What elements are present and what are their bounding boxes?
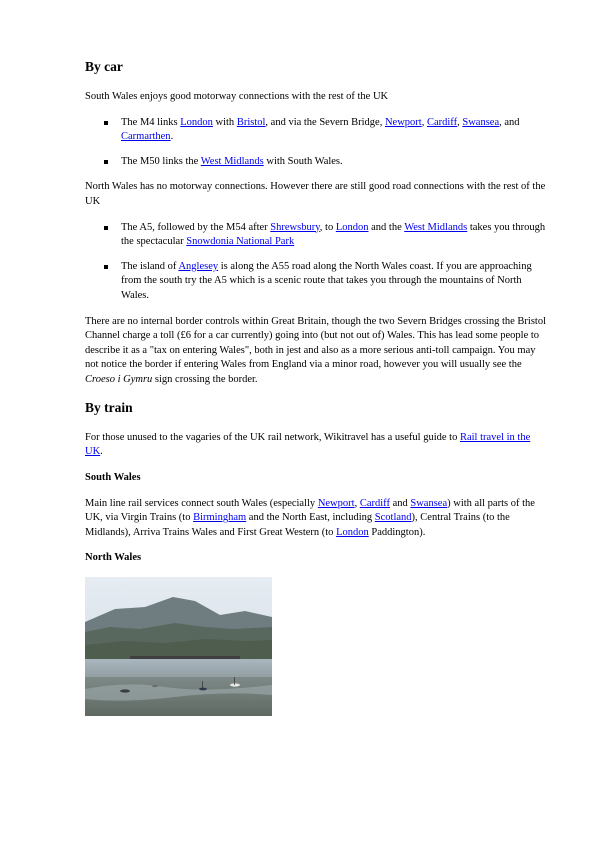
bullet-square-icon <box>104 265 108 269</box>
link-carmarthen[interactable]: Carmarthen <box>121 131 171 143</box>
link-cardiff[interactable]: Cardiff <box>426 116 458 128</box>
heading-by-train: By train <box>85 399 133 415</box>
south-wales-rail-paragraph <box>85 497 550 541</box>
paragraph-text: and <box>389 497 411 509</box>
list-text: , and <box>499 116 520 128</box>
heading-by-car: By car <box>85 59 123 74</box>
bullet-square-icon <box>104 160 108 164</box>
link-newport[interactable]: Newport <box>384 116 422 128</box>
link-west-midlands[interactable]: West Midlands <box>200 155 264 167</box>
list-text: and the <box>368 221 405 233</box>
paragraph-text: ), Central Trains (to the Midlands), Arriva Trains Wales and First Great Western (to <box>85 512 510 538</box>
list-text: with <box>212 116 237 128</box>
link-cardiff[interactable]: Cardiff <box>359 497 390 509</box>
north-wales-road-list <box>85 221 550 304</box>
list-text: The island of <box>121 260 179 272</box>
list-text: The M50 links the <box>121 155 201 167</box>
croeso-i-gymru-text: Croeso i Gymru <box>85 373 153 385</box>
list-text: , and via the Severn Bridge, <box>265 116 385 128</box>
south-wales-intro: South Wales enjoys good motorway connections with the rest of the UK <box>85 91 389 102</box>
link-shrewsbury[interactable]: Shrewsbury <box>270 221 320 233</box>
list-text: , <box>457 116 463 128</box>
link-west-midlands[interactable]: West Midlands <box>404 221 468 233</box>
list-item <box>85 260 550 304</box>
bullet-square-icon <box>104 226 108 230</box>
paragraph-text: ) with all parts of the UK, via Virgin Trains (to <box>85 497 535 524</box>
paragraph-text: . <box>100 446 103 458</box>
north-wales-intro: North Wales has no motorway connections. However there are still good road connections with the rest of the UK <box>85 181 546 207</box>
link-swansea[interactable]: Swansea <box>462 116 500 128</box>
paragraph-text: For those unused to the vagaries of the UK rail network, Wikitravel has a useful guide to <box>85 431 460 443</box>
list-text: takes you through the spectacular <box>121 221 546 248</box>
link-london[interactable]: London <box>180 116 213 128</box>
list-item <box>85 155 550 170</box>
link-birmingham[interactable]: Birmingham <box>193 512 247 524</box>
list-text: . <box>170 131 174 143</box>
link-london[interactable]: London <box>336 526 369 538</box>
paragraph-text: , <box>354 497 360 509</box>
list-item <box>85 116 550 145</box>
link-scotland[interactable]: Scotland <box>374 512 412 524</box>
list-item <box>85 221 550 250</box>
list-text: , to <box>319 221 336 233</box>
link-london[interactable]: London <box>335 221 369 233</box>
south-wales-road-list <box>85 116 550 170</box>
list-text: The A5, followed by the M54 after <box>121 221 271 233</box>
list-text: with South Wales. <box>263 155 343 167</box>
paragraph-text: and the North East, including <box>246 512 375 524</box>
document-page <box>85 50 550 716</box>
subheading-south-wales: South Wales <box>85 471 141 483</box>
border-paragraph <box>85 315 550 388</box>
link-swansea[interactable]: Swansea <box>410 497 448 509</box>
link-snowdonia-national-park[interactable]: Snowdonia National Park <box>186 236 295 248</box>
paragraph-text: Paddington). <box>368 526 426 538</box>
paragraph-text: sign crossing the border. <box>152 373 258 385</box>
link-newport[interactable]: Newport <box>317 497 355 509</box>
paragraph-text: There are no internal border controls within Great Britain, though the two Severn Bridges crossing the Bristol Channel charge a toll (£6 for a car currently) going into (but not out of) Wales. This has lead some people to describe it as a "tax on entering Wales", both in jest and also as a more serious anti-toll campaign. You may not notice the border if entering Wales from England via a minor road, however you will usually see the <box>85 315 547 371</box>
train-intro <box>85 431 550 460</box>
estuary-landscape-photo <box>85 577 272 716</box>
link-bristol[interactable]: Bristol <box>236 116 266 128</box>
link-anglesey[interactable]: Anglesey <box>178 260 219 272</box>
list-text: , <box>421 116 427 128</box>
link-rail-travel-uk[interactable]: Rail travel in the UK <box>85 431 531 458</box>
bullet-square-icon <box>104 121 108 125</box>
subheading-north-wales: North Wales <box>85 552 142 564</box>
list-text: is along the A55 road along the North Wales coast. If you are approaching from the south try the A5 which is a scenic route that takes you through the mountains of North Wales. <box>121 260 532 301</box>
paragraph-text: Main line rail services connect south Wales (especially <box>85 497 318 509</box>
list-text: The M4 links <box>121 116 181 128</box>
